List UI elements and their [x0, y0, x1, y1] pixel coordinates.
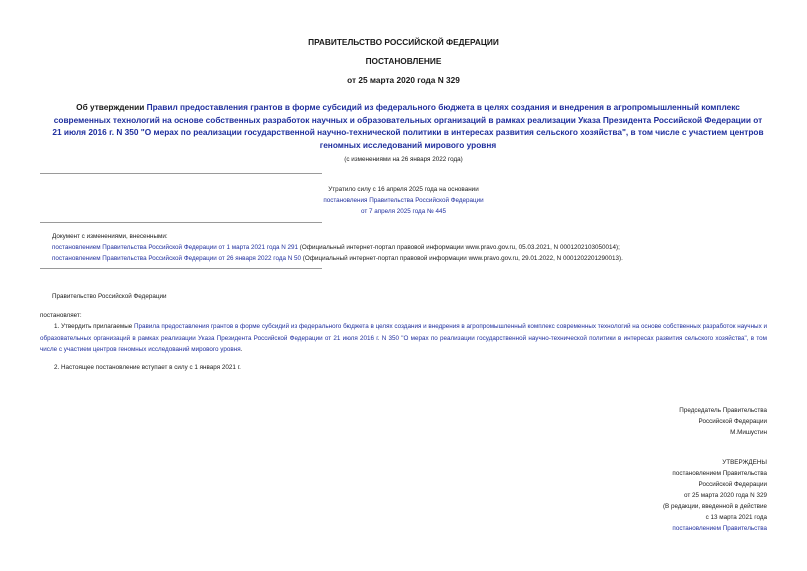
changes-heading: Документ с изменениями, внесенными:	[52, 233, 168, 240]
document-date: от 25 марта 2020 года N 329	[347, 75, 460, 85]
approved-line: от 25 марта 2020 года N 329	[683, 492, 767, 499]
expired-decree-link[interactable]: постановления Правительства Российской Федерации	[323, 197, 484, 204]
government-heading: ПРАВИТЕЛЬСТВО РОССИЙСКОЙ ФЕДЕРАЦИИ	[308, 37, 499, 47]
list-item	[52, 253, 623, 264]
title-prefix: Об утверждении	[76, 102, 147, 112]
approved-line: с 13 марта 2021 года	[705, 514, 767, 521]
divider	[40, 222, 322, 223]
approved-line: (В редакции, введенной в действие	[662, 503, 767, 510]
approved-decree-link[interactable]: постановлением Правительства	[672, 525, 767, 532]
title-rules-link[interactable]: Правил предоставления грантов в форме субсидий из федерального бюджета в целях создания и внедрения в агропромышленный комплекс современных технологий на основе собственных разработок научных и образовательных организаций в рамках реализации Указа Президента Российской Федерации от 21 июля 2016 г. N 350 "О мерах по реализации государственной научно-технической политики в интересах развития сельского хозяйства", в том числе с участием центров геномных исследований мирового уровня	[52, 102, 764, 150]
paragraph-2: 2. Настоящее постановление вступает в силу с 1 января 2021 г.	[54, 364, 241, 371]
divider	[40, 268, 322, 269]
divider	[40, 173, 322, 174]
amendment-source: (Официальный интернет-портал правовой информации www.pravo.gov.ru, 05.03.2021, N 0001202103050014);	[298, 244, 620, 251]
rules-link[interactable]: Правила предоставления грантов в форме субсидий из федерального бюджета в целях создания и внедрения в агропромышленный комплекс современных технологий на основе собственных разработок научных и образовательных организаций в рамках реализации Указа Президента Российской Федерации от 21 июля 2016 г. N 350 "О мерах по реализации государственной научно-технической политики в интересах развития сельского хозяйства", в том числе с участием центров геномных исследований мирового уровня	[40, 323, 768, 353]
paragraph-1-suffix: .	[240, 346, 243, 353]
expired-decree-link-date[interactable]: от 7 апреля 2025 года № 445	[360, 208, 446, 215]
amendment-link[interactable]: постановлением Правительства Российской Федерации от 1 марта 2021 года N 291	[52, 244, 299, 251]
approved-line: Российской Федерации	[698, 481, 767, 488]
resolves-text: постановляет:	[40, 312, 82, 319]
signature-block	[679, 405, 767, 438]
changes-list	[52, 231, 623, 264]
approved-line: постановлением Правительства	[672, 470, 767, 477]
amendment-source: (Официальный интернет-портал правовой информации www.pravo.gov.ru, 29.01.2022, N 0001202201290013).	[301, 255, 623, 262]
issuer-text: Правительство Российской Федерации	[52, 293, 167, 300]
list-item	[52, 242, 623, 253]
signature-country: Российской Федерации	[698, 418, 767, 425]
approved-heading: УТВЕРЖДЕНЫ	[722, 459, 767, 466]
amendment-link[interactable]: постановлением Правительства Российской Федерации от 26 января 2022 года N 50	[52, 255, 302, 262]
paragraph-1	[40, 321, 767, 356]
document-type: ПОСТАНОВЛЕНИЕ	[365, 56, 442, 66]
amendment-note: (с изменениями на 26 января 2022 года)	[344, 156, 463, 163]
expired-notice	[300, 184, 507, 217]
signature-position: Председатель Правительства	[679, 407, 767, 414]
document-title	[52, 101, 764, 151]
paragraph-1-prefix: 1. Утвердить прилагаемые	[54, 323, 134, 330]
approved-block	[663, 457, 767, 534]
expired-text: Утратило силу с 16 апреля 2025 года на основании	[328, 186, 479, 193]
signature-name: М.Мишустин	[730, 429, 767, 436]
